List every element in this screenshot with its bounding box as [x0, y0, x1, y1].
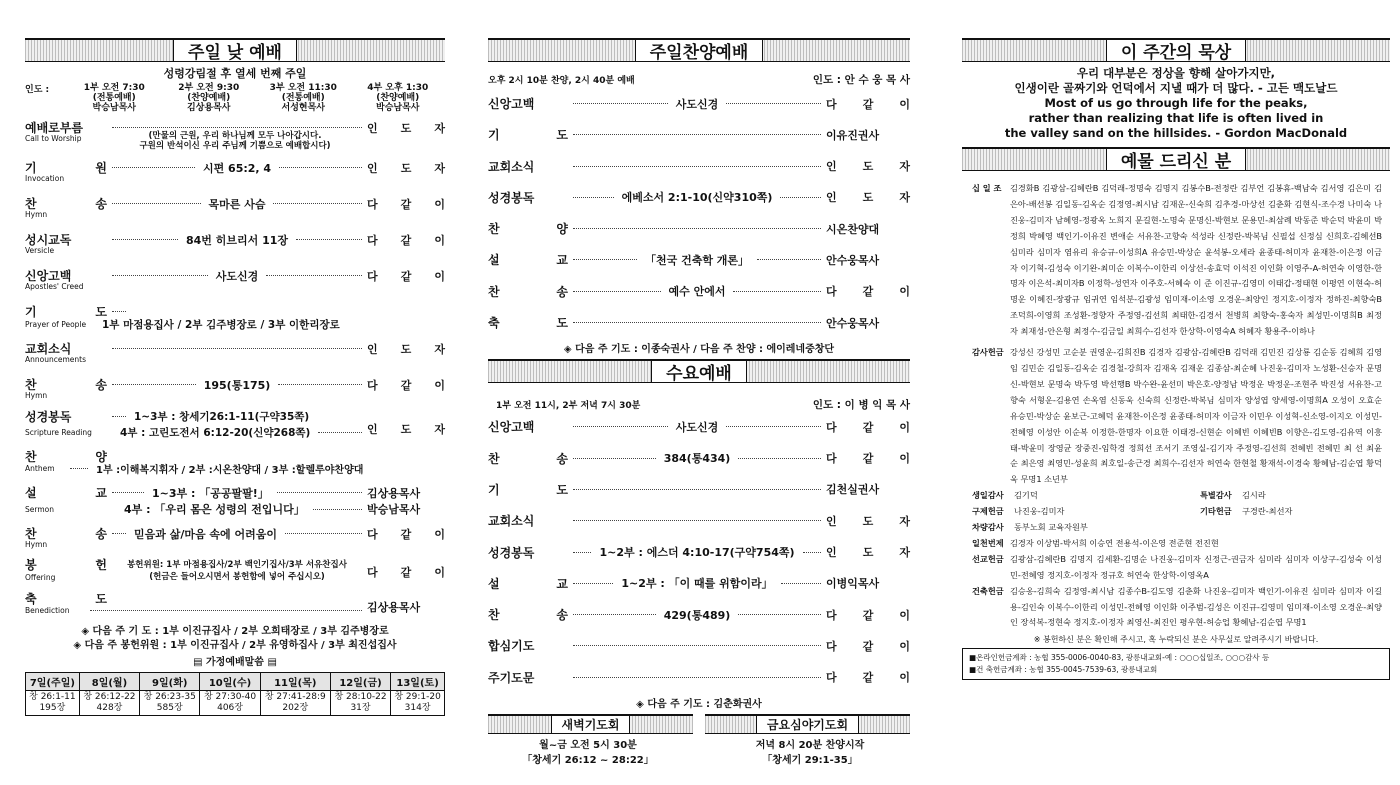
item-name: 예배로부름: [25, 121, 83, 135]
notice: ※ 봉헌하신 분은 확인해 주시고, 혹 누락되신 분은 사무실로 알려주시기 바랍니다.: [1033, 635, 1319, 645]
leader-2: [162, 83, 257, 113]
leader-name: 서성현목사: [281, 103, 325, 113]
leader-3: [256, 83, 351, 113]
item-name: 찬 송: [25, 197, 107, 211]
item-en: Call to Worship: [25, 134, 82, 143]
item-name: 기 원: [25, 161, 107, 175]
section-title: 주일 낮 예배: [173, 40, 297, 61]
item-name: 성경봉독: [488, 545, 535, 560]
item-name: 찬 송: [488, 608, 568, 623]
order-item: [488, 126, 910, 143]
subsection-title: 금요심야기도회: [756, 716, 859, 733]
item-leader: 다 같 이: [826, 671, 910, 685]
item-en: Sermon: [25, 504, 54, 514]
donor-category: 생일감사: [972, 490, 1004, 501]
item-note: (만물의 근원, 우리 하나님께 모두 나아갑시다.: [148, 131, 322, 141]
item-leader: 시온찬양대: [826, 222, 880, 236]
sunday-morning-column: [25, 38, 445, 769]
meditation-line: Most of us go through life for the peaks,: [1044, 96, 1308, 110]
item-content: 4부 : 「우리 몸은 성령의 전입니다」: [124, 503, 305, 516]
meditation-line: 인생이란 골짜기와 언덕에서 지낼 때가 더 많다. - 고든 맥도날드: [1014, 81, 1338, 95]
order-item: [25, 267, 445, 291]
item-note: (헌금은 들어오시면서 봉헌함에 넣어 주십시오): [149, 572, 325, 582]
item-content: 사도신경: [215, 269, 259, 283]
item-content: 1~2부 : 에스더 4:10-17(구약754쪽): [599, 546, 795, 560]
leader-name: 박승남목사: [92, 103, 136, 113]
item-en: Invocation: [25, 174, 65, 183]
item-leader: 인 도 자: [367, 422, 445, 436]
donor-names: 김기덕: [1014, 490, 1038, 501]
order-item: [488, 606, 910, 623]
daily-cell: [330, 691, 390, 716]
section-header: [488, 38, 910, 62]
item-leader: 인 도 자: [826, 514, 910, 528]
building-list: [972, 584, 1382, 632]
item-name: 찬 양: [488, 222, 568, 237]
item-en: Hymn: [25, 210, 48, 219]
donor-category: 선교헌금: [972, 553, 1004, 564]
service-info: 1부 오전 11시, 2부 저녁 7시 30분: [496, 401, 641, 412]
item-leader: 다 같 이: [826, 452, 911, 466]
account-box: [962, 648, 1390, 680]
leader-group: (찬양예배): [376, 93, 420, 103]
account-line: ■온라인헌금계좌 : 농협 355-0006-0040-83, 광릉내교회-예 : ○○○십일조, ○○○감사 등: [969, 653, 1270, 663]
daily-hymn: 314장: [404, 703, 431, 713]
daily-day: 10일(수): [200, 673, 260, 691]
order-item: [488, 575, 910, 592]
dawn-text: 「창세기 26:12 ~ 28:22」: [522, 755, 654, 767]
item-content: 4부 : 고린도전서 6:12-20(신약268쪽): [120, 427, 311, 439]
order-item: [25, 195, 445, 219]
service-leader: 인도 : 이 병 익 목 사: [812, 399, 910, 412]
daily-hymn: 195장: [39, 703, 66, 713]
item-content: 1~3부 : 창세기26:1-11(구약35쪽): [134, 411, 310, 423]
item-leader: 김상용목사: [367, 601, 421, 614]
item-name: 신앙고백: [488, 420, 535, 435]
order-item: [488, 314, 910, 331]
section-title: 이 주간의 묵상: [1106, 40, 1246, 61]
donor-names: 김승옹-김희숙 김정영-최시남 김종수B-김도영 김춘화 나진웅-김미자 백인기-이유진 심미라 심미자 이길용-김인숙 이복수-이한리 이성민-전혜영 이인화 이주범-김성은 이진규-김영미 임미재-이소영 오경운-최양인 장석복-정현숙 정지호-이정자 최영신-최진인 평우현-허승업 황혜남-김순엽 무명1: [1010, 585, 1382, 628]
order-item: [488, 220, 910, 237]
item-name: 기 도: [488, 482, 568, 497]
item-leader: 이병익목사: [826, 577, 880, 591]
donor-names: 김광삼-김혜란B 김명지 김세환-김명순 나진웅-김미자 신정근-권금자 심미라 심미자 이상구-김성숙 이성민-전혜영 정지호-이정자 정규호 허연숙 한상학-이영옥A: [1010, 553, 1382, 580]
daily-ref: 창 26:1-11: [29, 692, 76, 702]
section-title: 수요예배: [651, 361, 747, 382]
item-content: 1부 마점용집사 / 2부 김주병장로 / 3부 이한리장로: [102, 319, 340, 331]
item-name: 찬 송: [488, 284, 568, 299]
daily-ref: 창 26:23-35: [143, 692, 196, 702]
item-leader: 인 도 자: [826, 191, 910, 205]
item-note: 봉헌위원: 1부 마점용집사/2부 백인기집사/3부 서유찬집사: [127, 559, 347, 570]
order-item: [25, 119, 445, 151]
meditation-line: rather than realizing that life is often lived in: [1028, 111, 1324, 125]
item-name: 성경봉독: [488, 190, 535, 205]
item-content: 목마른 사슴: [208, 197, 266, 211]
order-item: [25, 303, 445, 332]
daily-ref: 창 27:30-40: [203, 692, 257, 702]
item-en: Hymn: [25, 391, 48, 400]
item-content: 1부 :이해복지휘자 / 2부 :시온찬양대 / 3부 :할렐루야찬양대: [96, 465, 364, 476]
item-leader: 다 같 이: [367, 378, 446, 392]
item-name: 찬 송: [488, 451, 568, 466]
item-leader: 다 같 이: [367, 269, 446, 283]
daily-table: [25, 672, 445, 716]
donor-category: 기타헌금: [1200, 506, 1232, 517]
daily-day: 12일(금): [330, 673, 390, 691]
item-en: Benediction: [25, 605, 70, 615]
item-en: Anthem: [25, 464, 55, 473]
item-leader: 인 도 자: [367, 342, 445, 356]
order-item: [488, 95, 910, 112]
item-name: 성경봉독: [25, 410, 72, 424]
donor-names: 강성신 강성민 고순분 권영운-김희진B 김경자 김광삼-김혜란B 김덕래 김민진 김상룡 김순동 김혜희 김영임 김민순 김일동-김옥순 김경철-강희자 김재옥 김재운 김종삼-최순혜 나진웅-김미자 노성환-신승자 문명신-박현보 문명숙 박두영 박선행B 박수완-윤선미 박은호-양정남 박정운 박정운-조현주 박진성 서유찬-고향숙 서형운-김용연 손옥염 신동욱 신숙희 신정란-박복님 심미자 양성엽 양세영-이명희A 오성이 오효순 유승민-박상순 윤보근-고혜덕 윤재찬-이은정 윤종태-허미자 이금자 이민우 이성혁-신소영-이지오 이성민-전혜영 이성안 이순복 이정한-한명자 이요한 이태경-신현순 이혜빈 이혜빈B 이향은-김도영-김유역 이흥태-박윤미 장영균 장중진-임학경 정희선 조서기 조영실-김기자 주정영-김선희 전혜빈 전혜민 최 선 최윤순 최은영 최영민-성윤희 최호일-송근경 최희수-김선자 허연숙 한현철 황재석-이경숙 황혜남-김순엽 황덕욱 무명1 소년부: [1010, 347, 1382, 485]
subsection-header: [488, 714, 693, 734]
item-leader: 박승남목사: [367, 503, 421, 516]
daily-cell: [140, 691, 200, 716]
daily-cell: [79, 691, 139, 716]
meditation-line: the valley sand on the hillsides. - Gordon MacDonald: [1004, 126, 1348, 140]
mini-row: [972, 488, 1382, 504]
dawn-info: [488, 738, 688, 768]
leader-time: 2부 오전 9:30: [178, 83, 240, 93]
order-item: [488, 189, 910, 206]
afternoon-order: [488, 95, 910, 331]
leader-4: [351, 83, 446, 113]
daily-title: ▤ 가정예배말씀 ▤: [193, 657, 277, 668]
tithe-list: [972, 181, 1382, 340]
order-item: [488, 669, 910, 686]
next-info: ◈ 다음 주 기도 : 이종숙권사 / 다음 주 찬양 : 에이레네중창단: [563, 344, 835, 356]
friday-text: 「창세기 29:1-35」: [762, 755, 858, 767]
account-line: ■건 축헌금계좌 : 농협 355-0045-7539-63, 광릉내교회: [969, 665, 1158, 675]
donor-category: 구제헌금: [972, 506, 1004, 517]
item-content: 믿음과 삶/마음 속에 어려움이: [134, 527, 278, 541]
donor-category: 일천번제: [972, 537, 1004, 548]
daily-cell: [200, 691, 260, 716]
order-item: [25, 590, 445, 615]
item-leader: 김상용목사: [367, 486, 421, 500]
wednesday-order: [488, 418, 910, 685]
daily-header-row: [26, 673, 445, 691]
item-en: Announcements: [25, 355, 86, 364]
donor-category: 감사헌금: [972, 347, 1004, 358]
order-item: [488, 450, 910, 467]
item-content: 사도신경: [675, 97, 719, 111]
leaders: [25, 83, 445, 113]
item-leader: 다 같 이: [367, 233, 445, 247]
mission-list: [972, 552, 1382, 584]
item-content: 1~3부 : 「공공팔팔!」: [152, 486, 269, 500]
daily-cell: [26, 691, 80, 716]
item-en: Prayer of People: [25, 320, 87, 329]
leader-1: [67, 83, 162, 113]
donor-category: 차량감사: [972, 522, 1004, 533]
leader-group: (찬양예배): [187, 93, 231, 103]
item-en: Scripture Reading: [25, 428, 92, 437]
item-note: 구원의 반석이신 우리 주님께 기쁨으로 예배합시다): [139, 141, 331, 151]
leader-time: 4부 오후 1:30: [367, 83, 429, 93]
item-content: 1~2부 : 「이 때를 위함이라」: [621, 577, 773, 591]
next-info: ◈ 다음 주 기도 : 김춘화권사: [636, 699, 762, 711]
donor-category: 특별감사: [1200, 490, 1232, 501]
item-name: 설 교: [25, 486, 107, 500]
daily-hymn: 585장: [156, 703, 183, 713]
next-offering: ◈ 다음 주 봉헌위원 : 1부 이진규집사 / 2부 유영하집사 / 3부 최진섭집사: [73, 640, 397, 651]
daily-cell: [260, 691, 330, 716]
item-name: 찬 송: [25, 527, 107, 541]
item-leader: 김천실권사: [826, 483, 880, 497]
order-item: [25, 525, 445, 549]
service-info: 오후 2시 10분 찬양, 2시 40분 예배: [488, 76, 635, 86]
daily-ref: 창 29:1-20: [394, 692, 441, 702]
thanks-list: [972, 345, 1382, 488]
leader-group: (전통예배): [92, 93, 136, 103]
item-leader: 인 도 자: [367, 161, 446, 175]
item-content: 「천국 건축학 개론」: [644, 253, 750, 267]
item-leader: 다 같 이: [826, 285, 910, 299]
item-leader: 안수웅목사: [826, 316, 880, 330]
item-leader: 인 도 자: [826, 160, 910, 174]
leader-name: 박승남목사: [376, 103, 420, 113]
item-name: 찬 송: [25, 378, 107, 392]
daily-ref-row: [26, 691, 445, 716]
item-name: 축 도: [488, 316, 568, 331]
daily-ref: 창 27:41-28:9: [264, 692, 326, 702]
item-leader: 다 같 이: [826, 97, 911, 111]
daily-ref: 창 28:10-22: [334, 692, 387, 702]
daily-hymn: 202장: [282, 703, 309, 713]
item-name: 찬 양: [25, 450, 107, 464]
order-item: [488, 512, 910, 529]
item-leader: 다 같 이: [367, 566, 445, 579]
daily-ref: 창 26:12-22: [83, 692, 136, 702]
subsection-title: 새벽기도회: [551, 716, 631, 733]
order-item: [488, 283, 910, 300]
subtitle: 성령강림절 후 열세 번째 주일: [163, 67, 307, 80]
donor-names: 김경화B 김광삼-김혜란B 김덕래-정명숙 김명지 김봉수B-전정란 김부언 김봉휴-백남숙 김서영 김은미 김은아-배선봉 김일동-김옥순 김정영-최시남 김재운-신숙희 김추경-마상선 김춘화 김현식-조수경 나미숙 나진웅-김미자 남혜영-정광옥 노희지 문길현-노명숙 문명신-박현보 문용민-최삼례 박동준 박순덕 박윤미 박정희 박혜영 백인기-이유진 변애순 서유찬-고향숙 석성라 신정란-박복님 신필섭 신정심 신희호-김혜선B 심미라 심미자 염유리 유승규-이성희A 유승민-박상순 윤석봉-오세라 윤종태-허미자 윤재찬-이은정 이금자 이기혁-김성숙 이기완-최미순 이복수-이한리 이상선-송효덕 이석진 이인화 이영주-A-허연숙 이영한-한명자 이은석-최미자B 이정학-성연자 이주호-서혜숙 이 준 이진규-김영미 이태갑-정태현 이평연 이현숙-허명운 이혜진-장광규 임귀연 임석분-김광성 임미재-이소영 오경운-최양인 정지호-이정자 정하진-최향숙B 조덕희-이영희 조성환-정향자 주정영-김선희 최태한-김경서 천병희 최향숙-홍숙자 최성민-이명희B 최정자 최재성-안은형 최정수-김금일 최희수-김선자 한상학-이영숙A 허혜자 황용주-이하나: [1010, 183, 1382, 337]
next-prayer: ◈ 다음 주 기 도 : 1부 이진규집사 / 2부 오희태장로 / 3부 김주병장로: [81, 626, 389, 637]
item-leader: 다 같 이: [826, 639, 910, 653]
order-item: [25, 556, 445, 582]
order-item: [488, 251, 910, 268]
friday-time: 저녁 8시 20분 찬양시작: [755, 740, 865, 752]
dawn-time: 월~금 오전 5시 30분: [539, 740, 637, 752]
item-content: 84번 히브리서 11장: [185, 233, 289, 247]
section-header: [488, 359, 910, 383]
item-leader: 안수웅목사: [826, 253, 880, 267]
afternoon-column: [488, 38, 910, 769]
item-leader: 인 도 자: [367, 121, 445, 135]
donor-names: 김시라: [1242, 490, 1266, 501]
donor-names: 동부노회 교육자원부: [1014, 522, 1088, 533]
order-item: [25, 231, 445, 255]
leader-name: 김상용목사: [187, 103, 231, 113]
item-content: 195(통175): [203, 378, 271, 392]
section-header: [962, 38, 1390, 62]
order-item: [488, 637, 910, 654]
daily-hymn: 406장: [217, 703, 243, 713]
item-leader: 다 같 이: [367, 527, 445, 541]
daily-hymn: 31장: [350, 703, 371, 713]
meditation: [962, 66, 1390, 141]
leader-time: 1부 오전 7:30: [83, 83, 145, 93]
leaders-label: 인도 :: [25, 85, 50, 95]
item-content: 에베소서 2:1-10(신약310쪽): [621, 191, 773, 205]
section-header: [25, 38, 445, 62]
item-name: 성시교독: [25, 233, 72, 247]
item-en: Offering: [25, 572, 56, 582]
item-leader: 다 같 이: [826, 420, 911, 434]
item-name: 교회소식: [488, 159, 535, 174]
item-name: 설 교: [488, 253, 568, 268]
item-en: Versicle: [25, 246, 55, 255]
item-name: 신앙고백: [488, 97, 535, 111]
daily-day: 7일(주일): [26, 673, 80, 691]
donor-names: 나진웅-김미자: [1014, 506, 1065, 517]
item-leader: 다 같 이: [367, 197, 445, 211]
item-en: Hymn: [25, 540, 48, 549]
first-offering-list: [972, 536, 1382, 552]
offering-column: [962, 38, 1390, 769]
item-content: 예수 안에서: [668, 285, 726, 299]
item-content: 시편 65:2, 4: [202, 161, 272, 175]
item-content: 429(통489): [663, 608, 731, 622]
item-name: 신앙고백: [25, 269, 72, 283]
donor-names: 구경란-최선자: [1242, 506, 1293, 517]
item-name: 교회소식: [488, 514, 535, 529]
friday-info: [710, 738, 910, 768]
daily-hymn: 428장: [96, 703, 123, 713]
leader-group: (전통예배): [281, 93, 325, 103]
item-leader: 이유진권사: [826, 128, 880, 142]
order-item: [488, 418, 910, 435]
item-leader: 다 같 이: [826, 608, 911, 622]
order-item: [488, 481, 910, 498]
mini-row: [972, 504, 1382, 520]
section-header: [962, 147, 1390, 171]
item-name: 기 도: [488, 128, 568, 143]
daily-day: 9일(화): [140, 673, 200, 691]
order-item: [25, 448, 445, 476]
order-item: [25, 484, 445, 517]
daily-day: 11일(목): [260, 673, 330, 691]
item-name: 축 도: [25, 592, 107, 606]
meditation-line: 우리 대부분은 정상을 향해 살아가지만,: [1076, 66, 1276, 80]
service-leader: 인도 : 안 수 웅 목 사: [812, 74, 910, 86]
item-name: 교회소식: [25, 342, 72, 356]
item-content: 384(통434): [663, 452, 731, 466]
item-name: 봉 헌: [25, 558, 107, 572]
section-title: 주일찬양예배: [635, 40, 764, 61]
order-item: [25, 408, 445, 440]
item-name: 기 도: [25, 305, 107, 319]
section-title: 예물 드리신 분: [1106, 149, 1246, 170]
mini-row: [972, 520, 1382, 536]
daily-day: 8일(월): [79, 673, 139, 691]
order-item: [25, 376, 445, 400]
item-name: 주기도문: [488, 670, 535, 685]
order-item: [25, 340, 445, 364]
item-name: 합심기도: [488, 639, 535, 654]
daily-day: 13일(토): [391, 673, 445, 691]
order-item: [488, 158, 910, 175]
item-en: Apostles' Creed: [25, 282, 84, 291]
leader-time: 3부 오전 11:30: [269, 83, 337, 93]
item-leader: 인 도 자: [826, 546, 911, 560]
order-item: [488, 544, 910, 561]
item-name: 설 교: [488, 576, 568, 591]
donor-names: 김경자 이상범-박서희 이승연 전용석-이은영 전준현 전진현: [1010, 537, 1219, 548]
order-item: [25, 159, 445, 183]
subsection-header: [705, 714, 910, 734]
item-content: 사도신경: [675, 420, 719, 434]
daily-cell: [391, 691, 445, 716]
donor-category: 십 일 조: [972, 183, 1002, 193]
donor-category: 건축헌금: [972, 585, 1004, 596]
